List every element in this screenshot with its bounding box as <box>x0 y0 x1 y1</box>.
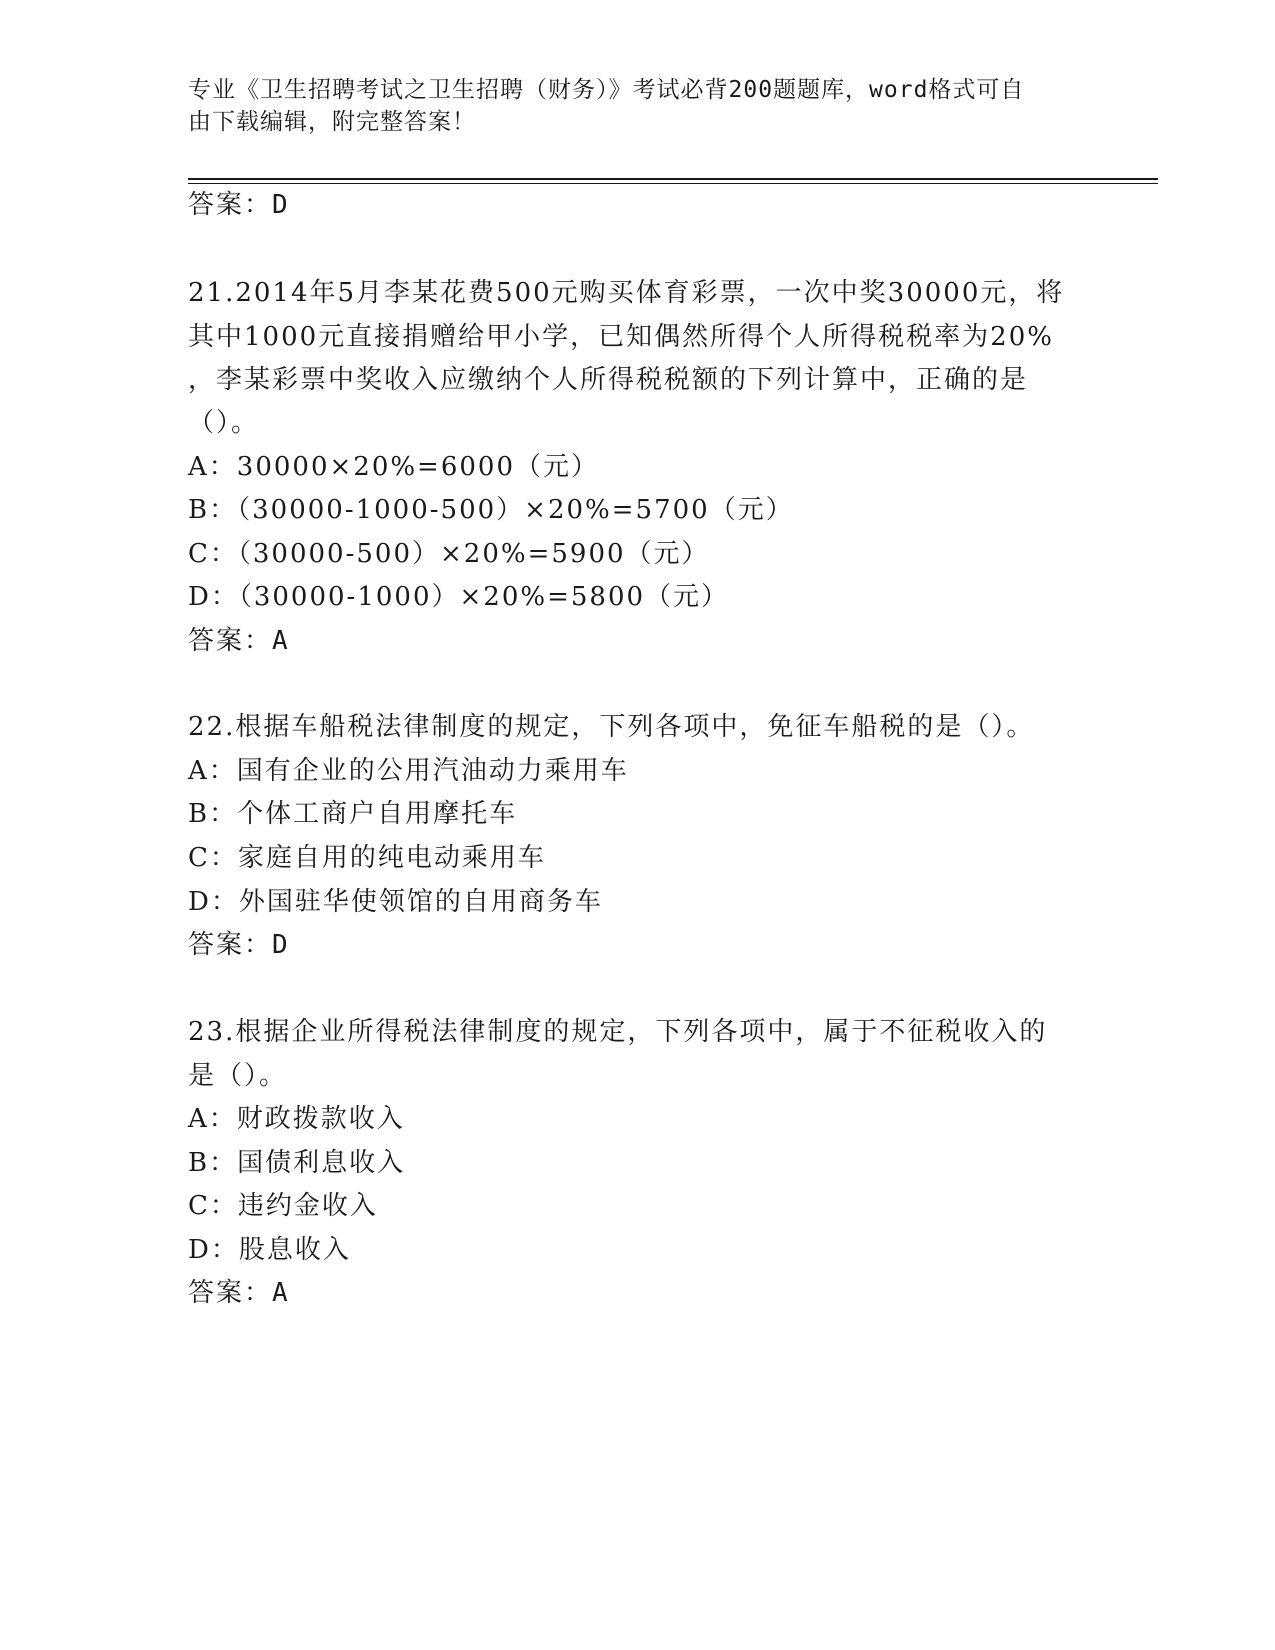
question-23-line-2: 是（）。 <box>188 1061 288 1091</box>
question-23-line-1: 23.根据企业所得税法律制度的规定，下列各项中，属于不征税收入的 <box>188 1017 1048 1047</box>
question-22-option-c: C：家庭自用的纯电动乘用车 <box>188 843 546 873</box>
question-21-answer: 答案：A <box>188 626 290 656</box>
question-23-option-d: D：股息收入 <box>188 1235 351 1265</box>
question-23-option-b: B：国债利息收入 <box>188 1148 406 1178</box>
question-23-option-c: C：违约金收入 <box>188 1191 378 1221</box>
question-23-option-a: A：财政拨款收入 <box>188 1104 405 1134</box>
question-22-answer: 答案：D <box>188 930 290 960</box>
question-21-line-3: ，李某彩票中奖收入应缴纳个人所得税税额的下列计算中，正确的是 <box>188 365 1029 395</box>
question-21-line-4: （）。 <box>188 408 260 438</box>
question-22-line-1: 22.根据车船税法律制度的规定，下列各项中，免征车船税的是（）。 <box>188 712 1035 742</box>
question-23-answer: 答案：A <box>188 1278 290 1308</box>
question-22-option-a: A：国有企业的公用汽油动力乘用车 <box>188 756 629 786</box>
question-22-option-d: D：外国驻华使领馆的自用商务车 <box>188 887 603 917</box>
header-divider-thin <box>188 183 1158 184</box>
question-21-option-a: A：30000×20%=6000（元） <box>188 452 600 482</box>
header-line-1: 专业《卫生招聘考试之卫生招聘（财务）》考试必背200题题库，word格式可自 <box>188 77 1025 103</box>
question-22-option-b: B：个体工商户自用摩托车 <box>188 799 518 829</box>
question-21-line-1: 21.2014年5月李某花费500元购买体育彩票，一次中奖30000元，将 <box>188 278 1065 308</box>
header-line-2: 由下载编辑，附完整答案！ <box>188 109 476 135</box>
question-21-line-2: 其中1000元直接捐赠给甲小学，已知偶然所得个人所得税税率为20% <box>188 322 1054 352</box>
answer-previous: 答案：D <box>188 190 290 220</box>
question-21-option-c: C：（30000-500）×20%=5900（元） <box>188 539 710 569</box>
document-header <box>188 74 1068 138</box>
question-21-option-d: D：（30000-1000）×20%=5800（元） <box>188 582 730 612</box>
question-21-option-b: B：（30000-1000-500）×20%=5700（元） <box>188 495 794 525</box>
header-divider-thick <box>188 178 1158 180</box>
